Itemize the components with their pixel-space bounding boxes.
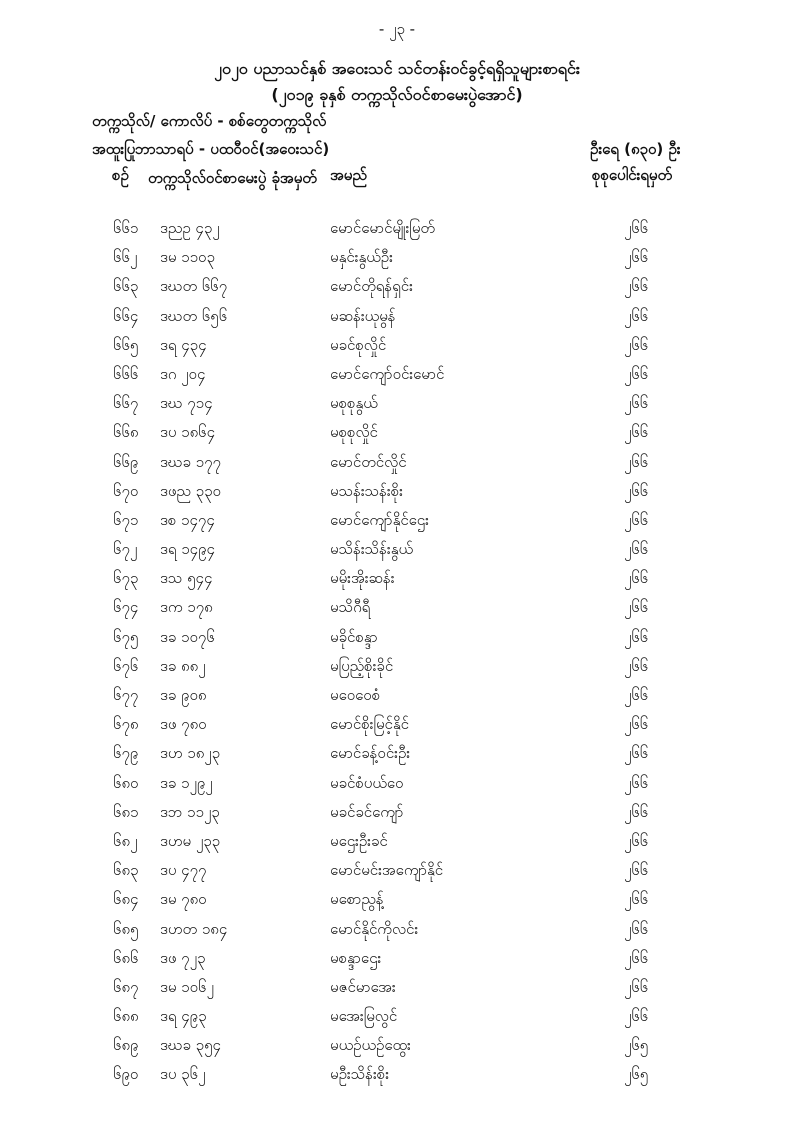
row-roll-number: ဒဃတ ၆၆၇ [160,277,228,296]
row-name: မသိန်းသိန်းနွယ် [330,540,414,559]
table-row [0,277,794,306]
row-name: မဦးသိန်းစိုး [330,1065,390,1084]
row-roll-number: ဒပ ၃၆၂ [160,1065,206,1084]
row-total-marks: ၂၆၆ [624,510,649,529]
row-serial: ၆၇၀ [113,481,139,500]
row-roll-number: ဒမ ၇၈၀ [160,890,207,909]
table-row [0,657,794,686]
row-total-marks: ၂၆၆ [624,744,649,763]
header-roll-number: တက္ကသိုလ်ဝင်စာမေးပွဲ ခုံအမှတ် [148,169,317,187]
page-number: - ၂၃ - [378,20,416,38]
table-row [0,803,794,832]
row-total-marks: ၂၆၆ [624,540,649,559]
student-list [0,219,794,1095]
table-row [0,686,794,715]
row-serial: ၆၇၄ [113,598,139,617]
row-total-marks: ၂၆၆ [624,686,649,704]
major-label: အထူးပြုဘာသာရပ် - ပထဝီဝင်(အဝေးသင်) [92,140,330,158]
row-serial: ၆၇၂ [113,540,138,559]
row-serial: ၆၆၅ [113,335,139,354]
row-serial: ၆၇၆ [113,656,139,675]
row-roll-number: ဒရ ၄၃၄ [160,335,207,354]
row-total-marks: ၂၆၆ [624,598,649,617]
row-roll-number: ဒဃခ ၃၅၄ [160,1036,221,1055]
row-total-marks: ၂၆၆ [624,569,649,588]
row-name: မနှင်းနွယ်ဦး [330,248,393,267]
row-roll-number: ဒဟမ ၂၃၃ [160,831,221,850]
row-roll-number: ဒရ ၄၉၃ [160,1007,207,1026]
row-serial: ၆၇၅ [113,627,139,646]
row-serial: ၆၈၃ [113,861,139,880]
row-name: မခင်ခင်ကျော် [330,802,404,821]
table-row [0,219,794,248]
row-roll-number: ဒဖ ၇၈၀ [160,715,207,734]
table-row [0,832,794,861]
row-serial: ၆၈၁ [113,802,139,821]
row-total-marks: ၂၆၆ [624,452,649,471]
row-serial: ၆၈၄ [113,890,139,909]
row-total-marks: ၂၆၆ [624,364,649,383]
list-subtitle: (၂၀၁၉ ခုနှစ် တက္ကသိုလ်ဝင်စာမေးပွဲအောင်) [271,85,523,104]
row-name: မဝေဝေစံ [330,686,381,704]
table-row [0,307,794,336]
row-roll-number: ဒဟတ ၁၈၄ [160,919,228,938]
row-total-marks: ၂၆၆ [624,831,649,850]
row-total-marks: ၂၆၆ [624,248,649,267]
table-row [0,423,794,452]
row-name: မအေးမြလွင် [330,1007,398,1026]
table-row [0,453,794,482]
row-name: မပြည့်စိုးခိုင် [330,656,394,675]
row-name: မယဉ်ယဉ်ထွေး [330,1036,411,1055]
row-roll-number: ဒဃတ ၆၅၆ [160,306,228,325]
row-name: မခင်စုလှိုင် [330,335,387,354]
header-name: အမည် [330,166,367,184]
row-name: မောင်စိုးမြင့်နိုင် [330,715,409,734]
row-serial: ၆၆၇ [113,394,139,413]
row-serial: ၆၇၈ [113,715,139,734]
row-total-marks: ၂၆၆ [624,306,649,325]
row-serial: ၆၆၆ [113,364,139,383]
row-roll-number: ဒပ ၁၈၆၄ [160,423,216,442]
row-roll-number: ဒဃခ ၁၇၇ [160,452,221,471]
row-total-marks: ၂၆၆ [624,977,649,996]
row-serial: ၆၈၅ [113,919,139,938]
table-row [0,628,794,657]
row-serial: ၆၈၂ [113,831,138,850]
table-row [0,861,794,890]
row-roll-number: ဒက ၁၇၈ [160,598,213,617]
row-roll-number: ဒခ ၁၀၇၆ [160,627,215,646]
row-serial: ၆၆၈ [113,423,139,442]
row-name: မောင်တင်လှိုင် [330,452,407,471]
row-roll-number: ဒဟ ၁၈၂၃ [160,744,221,763]
row-name: မစုစုနွယ် [330,394,378,413]
row-total-marks: ၂၆၆ [624,919,649,938]
total-count: ဦးရေ (၈၃၀) ဦး [590,140,681,158]
table-row [0,365,794,394]
row-total-marks: ၂၆၆ [624,948,649,967]
table-row [0,394,794,423]
row-name: မသန်းသန်းစိုး [330,481,403,500]
row-serial: ၆၆၁ [113,219,139,237]
table-row [0,949,794,978]
header-total-marks: စုစုပေါင်းရမှတ် [592,166,673,184]
row-total-marks: ၂၆၆ [624,773,649,792]
header-serial: စဉ် [112,166,129,184]
row-name: မခင်စံပယ်ဝေ [330,773,404,792]
row-name: မောင်မောင်မျိုးမြတ် [330,219,435,237]
row-serial: ၆၆၂ [113,248,138,267]
row-name: မောင်မင်းအကျော်နိုင် [330,861,444,880]
university-label: တက္ကသိုလ်/ ကောလိပ် - စစ်တွေတက္ကသိုလ် [92,112,327,130]
row-total-marks: ၂၆၆ [624,1007,649,1026]
row-roll-number: ဒဖည ၃၃၀ [160,481,221,500]
row-total-marks: ၂၆၆ [624,715,649,734]
row-total-marks: ၂၆၆ [624,802,649,821]
row-serial: ၆၆၃ [113,277,139,296]
row-roll-number: ဒမ ၁၀၆၂ [160,977,214,996]
table-row [0,1065,794,1094]
list-title: ၂၀၂၀ ပညာသင်နှစ် အဝေးသင် သင်တန်းဝင်ခွင့်ရရှိသူများစာရင်း [214,59,580,78]
table-row [0,569,794,598]
row-total-marks: ၂၆၆ [624,627,649,646]
row-name: မစောညွန့် [330,890,384,909]
row-serial: ၆၈၇ [113,977,139,996]
row-roll-number: ဒပ ၄၇၇ [160,861,207,880]
row-roll-number: ဒခ ၉၀၈ [160,686,207,704]
row-total-marks: ၂၆၆ [624,277,649,296]
row-roll-number: ဒဘ ၁၁၂၃ [160,802,220,821]
row-name: မစန္ဒာဌေး [330,948,382,967]
row-name: မောင်နိုင်ကိုလင်း [330,919,419,938]
table-row [0,1007,794,1036]
row-roll-number: ဒခ ၁၂၉၂ [160,773,213,792]
row-roll-number: ဒခ ၈၈၂ [160,656,206,675]
table-row [0,1036,794,1065]
row-name: မောင်ကျော်နိုင်ဌေး [330,510,429,529]
row-roll-number: ဒရ ၁၄၉၄ [160,540,215,559]
row-serial: ၆၇၉ [113,744,139,763]
row-name: မောင်ခန့်ဝင်းဦး [330,744,411,763]
row-total-marks: ၂၆၆ [624,656,649,675]
row-name: မောင်တိုရန်ရှင်း [330,277,413,296]
table-row [0,336,794,365]
row-name: မခိုင်စန္ဒာ [330,627,378,646]
table-row [0,540,794,569]
row-serial: ၆၇၁ [113,510,139,529]
row-serial: ၆၆၉ [113,452,139,471]
row-total-marks: ၂၆၅ [624,1065,649,1084]
row-name: မဇင်မာအေး [330,977,396,996]
row-total-marks: ၂၆၆ [624,890,649,909]
row-roll-number: ဒစ ၁၄၇၄ [160,510,215,529]
table-row [0,774,794,803]
row-name: မောင်ကျော်ဝင်းမောင် [330,364,445,383]
row-total-marks: ၂၆၅ [624,1036,649,1055]
row-serial: ၆၆၄ [113,306,139,325]
row-name: မသိဂီရီ [330,598,371,617]
row-name: မမိုးအိုးဆန်း [330,569,395,588]
row-serial: ၆၇၇ [113,686,139,704]
row-roll-number: ဒသ ၅၄၄ [160,569,213,588]
table-row [0,978,794,1007]
row-name: မစုစုလှိုင် [330,423,378,442]
table-row [0,511,794,540]
row-roll-number: ဒညဥ ၄၃၂ [160,219,220,237]
row-name: မဆန်းယုမွန် [330,306,396,325]
row-name: မဌေးဦးခင် [330,831,388,850]
row-total-marks: ၂၆၆ [624,481,649,500]
row-total-marks: ၂၆၆ [624,335,649,354]
row-serial: ၆၈၀ [113,773,139,792]
row-total-marks: ၂၆၆ [624,861,649,880]
table-row [0,744,794,773]
row-roll-number: ဒဃ ၇၁၄ [160,394,213,413]
table-row [0,715,794,744]
table-row [0,482,794,511]
table-row [0,248,794,277]
row-roll-number: ဒမ ၁၁၀၃ [160,248,215,267]
row-total-marks: ၂၆၆ [624,219,649,237]
row-roll-number: ဒဂ ၂၀၄ [160,364,206,383]
row-serial: ၆၈၆ [113,948,139,967]
row-total-marks: ၂၆၆ [624,394,649,413]
row-serial: ၆၈၈ [113,1007,139,1026]
table-row [0,598,794,627]
table-row [0,890,794,919]
row-serial: ၆၈၉ [113,1036,139,1055]
row-total-marks: ၂၆၆ [624,423,649,442]
row-serial: ၆၉၀ [113,1065,139,1084]
table-row [0,920,794,949]
row-serial: ၆၇၃ [113,569,139,588]
row-roll-number: ဒဖ ၇၂၃ [160,948,206,967]
